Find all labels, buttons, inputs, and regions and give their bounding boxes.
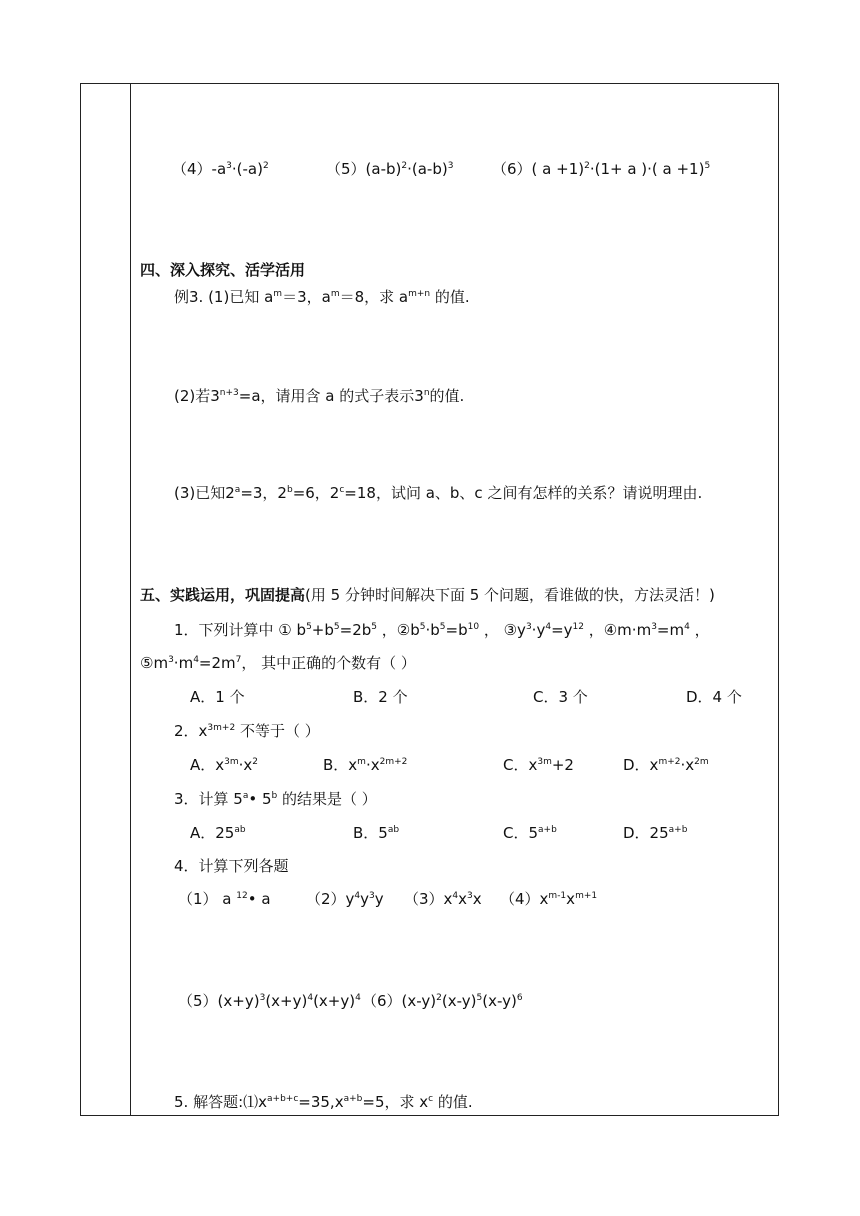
- table-column-divider: [130, 83, 131, 1116]
- q2-option-a: A．$x^{3m}\cdot x^2$: [190, 756, 259, 774]
- section-5-heading: 五、实践运用，巩固提高(用 5 分钟时间解决下面 5 个问题，看谁做的快，方法灵活！): [140, 586, 715, 604]
- question-4-title: 4．计算下列各题: [174, 857, 289, 875]
- q1-option-a: A．1 个: [190, 688, 245, 706]
- q1-option-c: C．3 个: [533, 688, 588, 706]
- question-3: 3．计算 5$^a$• 5$^b$ 的结果是（ ）: [174, 790, 377, 808]
- q4-part-2: $(2)y^4y^3y$: [306, 890, 384, 908]
- example-3-part-3: (3)已知$2^a=3$，$2^b=6$，$2^c=18$，试问 a、b、c 之间有怎样的关系？请说明理由.: [174, 484, 703, 502]
- question-1: 1．下列计算中 ① $b^5+b^5=2b^5$ ，$②b^5\cdot b^5=b^{10}$ ， $③y^3\cdot y^4=y^{12}$ ，$④m\cdot m^3=m^4$ ，: [174, 621, 710, 639]
- q3-option-d: D．$25^{a+b}$: [623, 824, 688, 842]
- question-5: 5. 解答题$:⑴x^{a+b+c}=35,x^{a+b}=5$，求 $x^c$ 的值.: [174, 1093, 473, 1111]
- q4-part-1: （1） a $^{12}$• a: [178, 890, 271, 908]
- q3-option-b: B．$5^{ab}$: [353, 824, 400, 842]
- q3-option-c: C．$5^{a+b}$: [503, 824, 557, 842]
- q2-option-c: C．$x^{3m}+2$: [503, 756, 574, 774]
- q2-option-d: D．$x^{m+2}\cdot x^{2m}$: [623, 756, 709, 774]
- question-2: 2．$x^{3m+2}$ 不等于（ ）: [174, 722, 320, 740]
- section-4-heading: 四、深入探究、活学活用: [140, 261, 306, 279]
- exercise-4: $(4)-a^3\cdot(-a)^2$: [172, 160, 269, 178]
- example-3-part-1: 例3. (1)已知 $a^m=3$，$a^m=8$，求 $a^{m+n}$ 的值.: [174, 288, 470, 306]
- q1-option-b: B．2 个: [353, 688, 408, 706]
- q4-part-6: $(6)(x-y)^2(x-y)^5(x-y)^6$: [362, 992, 523, 1010]
- example-3-part-2: (2)若$3^{n+3}=a$，请用含 a 的式子表示3$^n$的值.: [174, 387, 465, 405]
- q1-option-d: D．4 个: [686, 688, 742, 706]
- q4-part-4: $(4)x^{m-1}x^{m+1}$: [500, 890, 598, 908]
- question-1-line-2: $⑤m^3\cdot m^4=2m^7$， 其中正确的个数有（ ）: [140, 654, 416, 672]
- q4-part-5: $(5)(x+y)^3(x+y)^4(x+y)^4$: [178, 992, 361, 1010]
- q4-part-3: $(3)x^4x^3x$: [404, 890, 482, 908]
- exercise-5: $(5)(a-b)^2\cdot(a-b)^3$: [326, 160, 454, 178]
- exercise-6: （6）( a +1)$^2$·(1+ a )·( a +1)$^5$: [492, 160, 711, 178]
- q2-option-b: B．$x^m\cdot x^{2m+2}$: [323, 756, 408, 774]
- q3-option-a: A．$25^{ab}$: [190, 824, 246, 842]
